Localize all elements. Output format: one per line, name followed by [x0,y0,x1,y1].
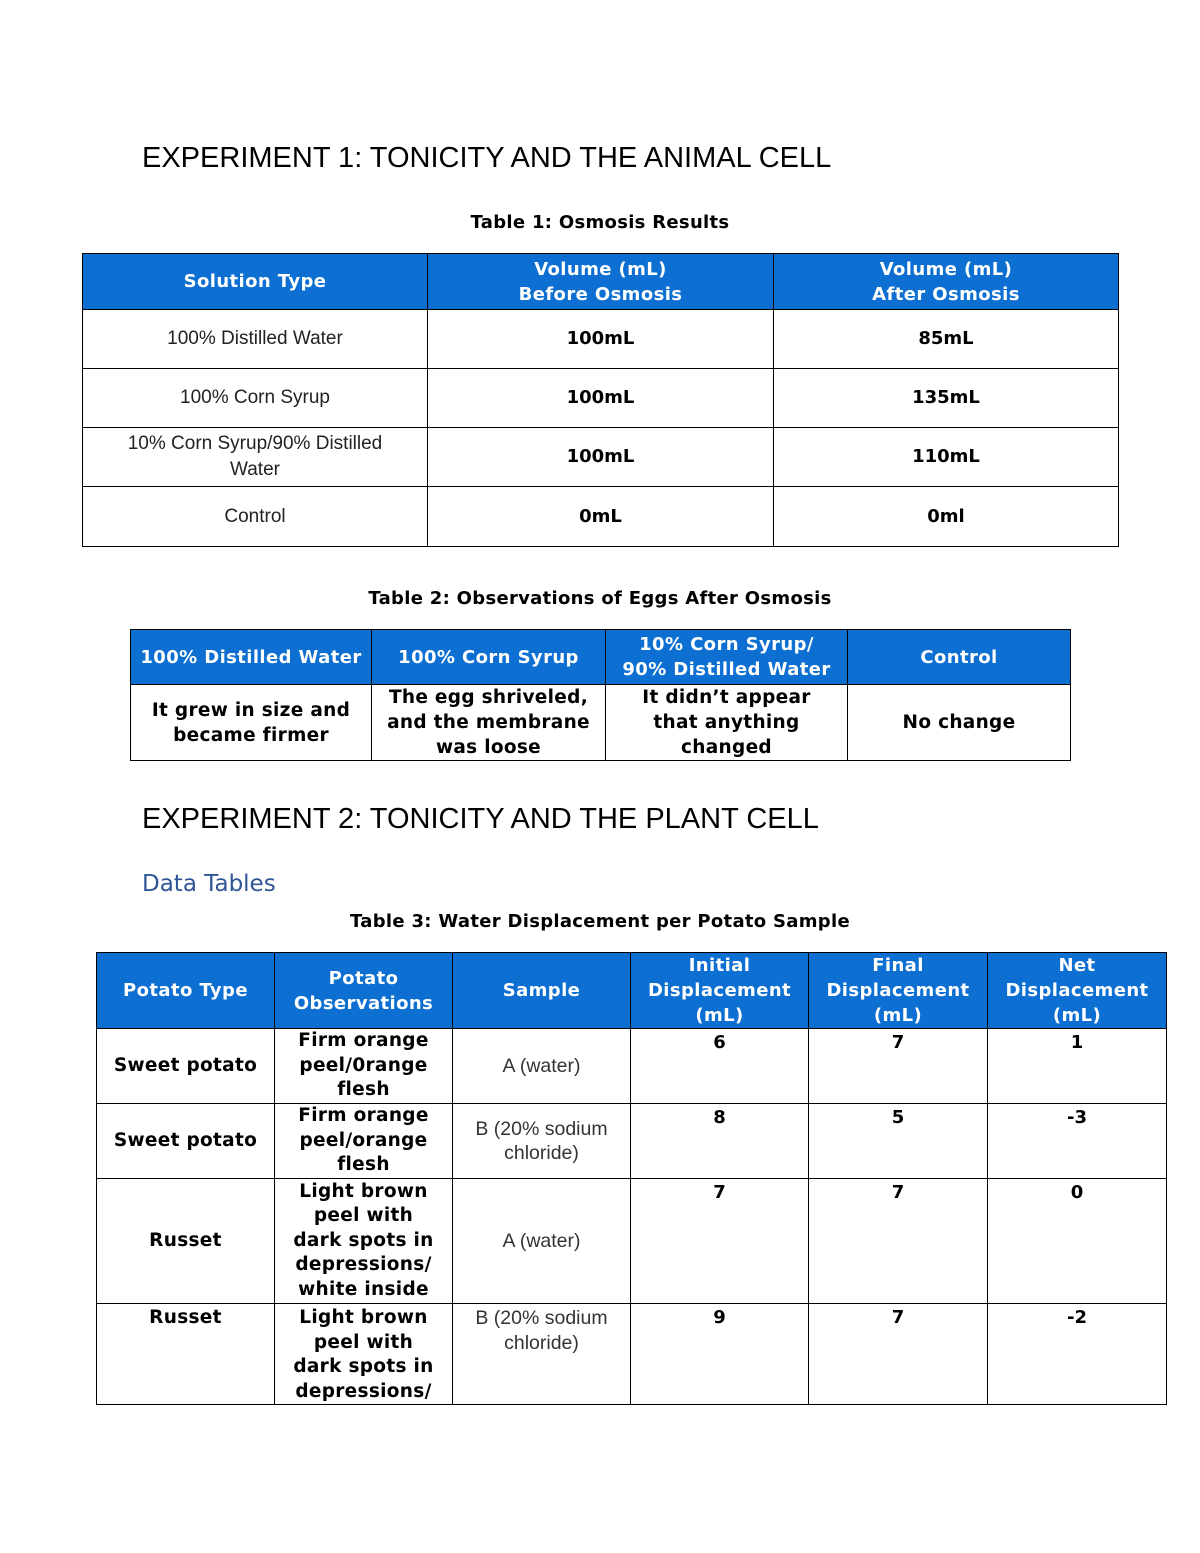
volume-before-cell: 100mL [428,369,774,428]
solution-type-cell: Control [83,487,428,547]
table-header-row [131,630,1071,685]
initial-displacement-cell: 7 [631,1179,809,1304]
volume-after-cell: 85mL [774,310,1119,369]
potato-observations-cell: Firm orange peel/orange flesh [275,1104,453,1179]
experiment-2-heading: EXPERIMENT 2: TONICITY AND THE PLANT CELL [142,803,819,835]
header-line: 10% Corn Syrup/ [639,634,814,655]
observation-cell: The egg shriveled, and the membrane was loose [372,685,606,761]
net-displacement-cell: -2 [988,1304,1167,1405]
table-3-caption: Table 3: Water Displacement per Potato Sample [350,911,850,932]
initial-displacement-cell: 8 [631,1104,809,1179]
column-header: 100% Distilled Water [131,630,372,685]
table-row [97,1029,1167,1104]
column-header: 100% Corn Syrup [372,630,606,685]
observation-cell: No change [848,685,1071,761]
water-displacement-table [96,952,1167,1405]
table-row [131,685,1071,761]
column-header [606,630,848,685]
table-row [97,1179,1167,1304]
final-displacement-cell: 7 [809,1029,988,1104]
table-row [83,428,1119,487]
column-header: Control [848,630,1071,685]
header-line: After Osmosis [872,283,1020,305]
table-2-caption: Table 2: Observations of Eggs After Osmosis [368,588,832,609]
table-row [97,1304,1167,1405]
volume-before-cell: 0mL [428,487,774,547]
column-header: Potato Observations [275,953,453,1029]
sample-cell: A (water) [453,1179,631,1304]
net-displacement-cell: 0 [988,1179,1167,1304]
column-header [428,254,774,310]
observation-cell: It grew in size and became firmer [131,685,372,761]
osmosis-results-table [82,253,1119,547]
potato-type-cell: Russet [97,1304,275,1405]
solution-type-cell: 100% Distilled Water [83,310,428,369]
data-tables-subheading: Data Tables [142,871,276,897]
potato-type-cell: Sweet potato [97,1104,275,1179]
header-line: 90% Distilled Water [622,659,831,680]
header-line: Volume (mL) [879,258,1013,280]
potato-observations-cell: Light brown peel with dark spots in depressions/ [275,1304,453,1405]
volume-after-cell: 0ml [774,487,1119,547]
solution-type-cell: 100% Corn Syrup [83,369,428,428]
potato-observations-cell: Firm orange peel/0range flesh [275,1029,453,1104]
table-row [83,487,1119,547]
table-1-caption: Table 1: Osmosis Results [470,212,730,233]
potato-observations-cell: Light brown peel with dark spots in depressions/ white inside [275,1179,453,1304]
table-row [83,310,1119,369]
net-displacement-cell: 1 [988,1029,1167,1104]
table-row [97,1104,1167,1179]
net-displacement-cell: -3 [988,1104,1167,1179]
volume-after-cell: 110mL [774,428,1119,487]
table-header-row [83,254,1119,310]
sample-cell: A (water) [453,1029,631,1104]
experiment-1-heading: EXPERIMENT 1: TONICITY AND THE ANIMAL CELL [142,142,832,174]
table-header-row [97,953,1167,1029]
solution-type-cell: 10% Corn Syrup/90% Distilled Water [83,428,428,487]
column-header: Sample [453,953,631,1029]
observation-cell: It didn’t appear that anything changed [606,685,848,761]
column-header: Final Displacement (mL) [809,953,988,1029]
final-displacement-cell: 7 [809,1179,988,1304]
initial-displacement-cell: 9 [631,1304,809,1405]
potato-type-cell: Sweet potato [97,1029,275,1104]
final-displacement-cell: 7 [809,1304,988,1405]
volume-before-cell: 100mL [428,428,774,487]
column-header: Net Displacement (mL) [988,953,1167,1029]
volume-before-cell: 100mL [428,310,774,369]
initial-displacement-cell: 6 [631,1029,809,1104]
final-displacement-cell: 5 [809,1104,988,1179]
header-line: Before Osmosis [518,283,683,305]
column-header: Solution Type [83,254,428,310]
column-header: Potato Type [97,953,275,1029]
sample-cell: B (20% sodium chloride) [453,1304,631,1405]
potato-type-cell: Russet [97,1179,275,1304]
volume-after-cell: 135mL [774,369,1119,428]
sample-cell: B (20% sodium chloride) [453,1104,631,1179]
header-line: Volume (mL) [534,258,667,280]
column-header: Initial Displacement (mL) [631,953,809,1029]
column-header [774,254,1119,310]
table-row [83,369,1119,428]
egg-observations-table [130,629,1071,761]
